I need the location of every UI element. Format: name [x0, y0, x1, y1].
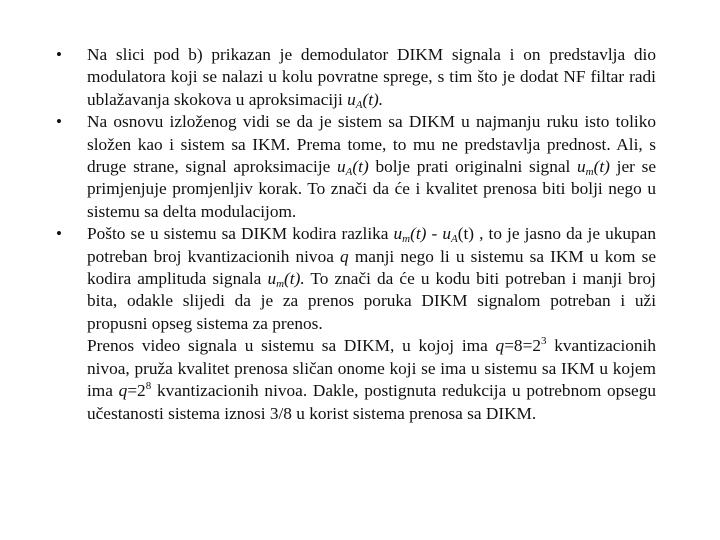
- extra-q1: q: [495, 336, 505, 356]
- bullet-3-text-2: , to je jasno da je ukupan potreban broj kvantizacionih nivoa: [87, 224, 656, 266]
- bullet-1-u: u: [347, 89, 356, 109]
- bullet-2-uA-sub: A: [345, 166, 353, 179]
- extra-q2: q: [118, 381, 128, 401]
- bullet-2-uA: u: [337, 157, 346, 177]
- bullet-1-text-1: Na slici pod b) prikazan je demodulator DIKM signala i on predstavlja dio modulatora koji se nalazi u kolu povratne sprege, s tim što je dodat NF filtar radi ublažavanja skokova u aproksimaciji: [87, 45, 656, 109]
- bullet-2-um: u: [577, 157, 586, 177]
- bullet-item-1: [56, 44, 656, 111]
- bullet-3-text-3: manji nego li u sistemu sa IKM u kom se kodira amplituda signala: [87, 246, 656, 289]
- bullet-2-tA: (t): [352, 157, 369, 177]
- extra-eq2: =2: [127, 381, 146, 401]
- extra-exp2: 8: [145, 380, 152, 393]
- bullet-3-q: q: [340, 246, 349, 266]
- bullet-icon: •: [56, 112, 62, 132]
- bullet-3-tA: (t): [457, 224, 475, 244]
- bullet-item-3: [56, 223, 656, 335]
- bullet-item-2: [56, 111, 656, 223]
- bullet-2-um-sub: m: [585, 166, 594, 179]
- extra-paragraph: [56, 335, 656, 425]
- bullet-3-um-sub: m: [402, 233, 411, 246]
- extra-text-3: kvantizacionih nivoa. Dakle, postignuta redukcija u potrebnom opsegu učestanosti sistema iznosi 3/8 u korist sistema prenosa sa DIKM.: [87, 381, 656, 423]
- bullet-1-t: (t).: [362, 89, 384, 109]
- bullet-3-dash: -: [426, 224, 443, 244]
- extra-exp1: 3: [540, 335, 547, 348]
- bullet-3-um2-sub: m: [276, 278, 285, 291]
- extra-text-1: Prenos video signala u sistemu sa DIKM, u kojoj ima: [87, 336, 496, 356]
- bullet-icon: •: [56, 224, 62, 244]
- bullet-3-uA-sub: A: [451, 233, 458, 246]
- extra-eq1: =8=2: [504, 336, 541, 356]
- bullet-3-text-4: To znači da će u kodu biti potreban i manji broj bita, odakle slijedi da je za prenos poruka DIKM signalom potreban i uži propusni opseg sistema za prenos.: [87, 269, 656, 333]
- bullet-3-um: u: [393, 224, 403, 244]
- bullet-2-text-1: Na osnovu izloženog vidi se da je sistem sa DIKM u najmanju ruku isto toliko složen kao i sistem sa IKM. Prema tome, to mu ne predstavlja prednost. Ali, s druge strane, signal aproksimacije: [87, 112, 656, 177]
- bullet-2-text-2: bolje prati originalni signal: [368, 157, 578, 177]
- slide-content: [56, 44, 656, 425]
- bullet-3-uA: u: [442, 224, 451, 244]
- bullet-3-text-1: Pošto se u sistemu sa DIKM kodira razlika: [87, 224, 394, 244]
- bullet-2-tm: (t): [593, 157, 610, 177]
- bullet-3-tm2: (t).: [284, 269, 305, 289]
- bullet-2-text-3: jer se primjenjuje promjenljiv korak. To znači da će i kvalitet prenosa biti bolji nego u sistemu sa delta modulacijom.: [87, 157, 657, 221]
- bullet-1-u-sub: A: [355, 98, 363, 111]
- extra-text-2: kvantizacionih nivoa, pruža kvalitet prenosa sličan onome koji se ima u sistemu sa IKM u kojem ima: [87, 336, 656, 401]
- bullet-3-um2: u: [267, 269, 277, 289]
- bullet-3-tm: (t): [410, 224, 427, 244]
- bullet-icon: •: [56, 45, 62, 64]
